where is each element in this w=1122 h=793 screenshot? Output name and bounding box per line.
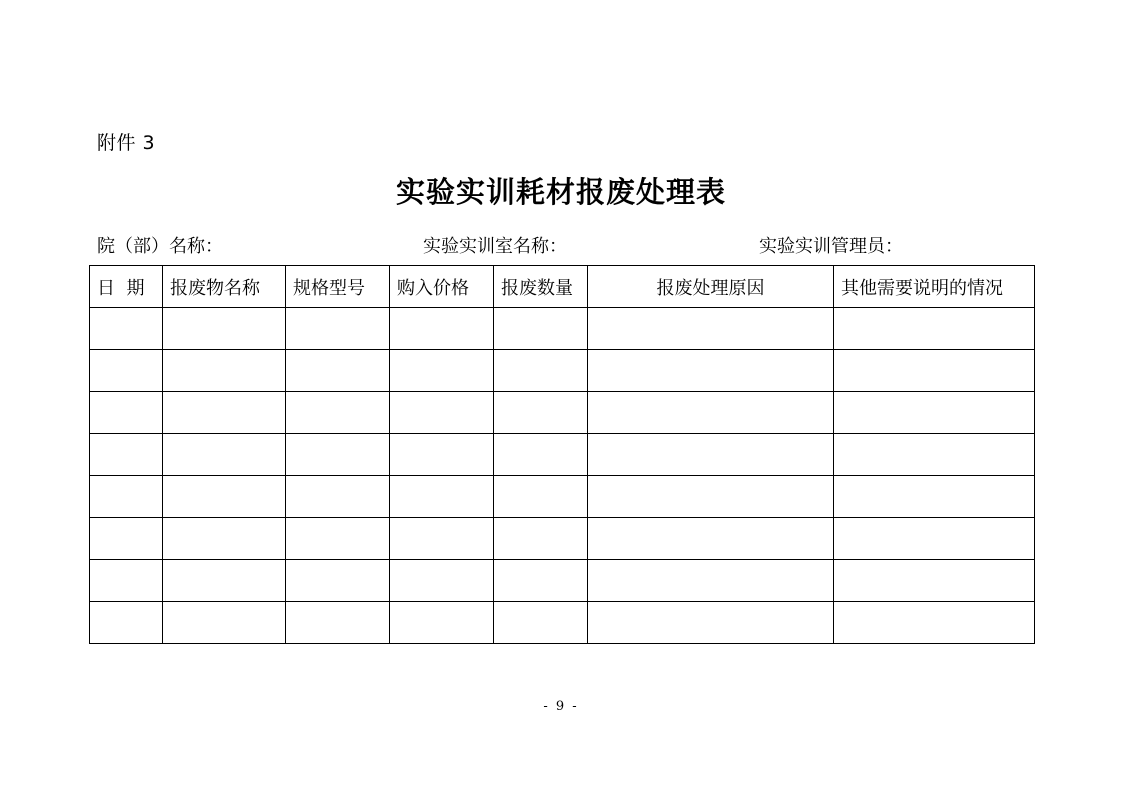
form-title: 实验实训耗材报废处理表 xyxy=(395,175,726,209)
table-cell[interactable] xyxy=(163,434,286,476)
column-header-notes: 其他需要说明的情况 xyxy=(834,266,1035,308)
college-name-label: 院（部）名称： xyxy=(97,236,223,257)
table-cell[interactable] xyxy=(588,434,834,476)
table-cell[interactable] xyxy=(834,434,1035,476)
table-cell[interactable] xyxy=(90,476,163,518)
table-header-row xyxy=(90,266,1035,308)
table-cell[interactable] xyxy=(390,560,494,602)
table-cell[interactable] xyxy=(390,434,494,476)
table-row xyxy=(90,518,1035,560)
table-cell[interactable] xyxy=(390,476,494,518)
table-cell[interactable] xyxy=(90,518,163,560)
table-cell[interactable] xyxy=(588,560,834,602)
table-row xyxy=(90,308,1035,350)
table-row xyxy=(90,560,1035,602)
table-row xyxy=(90,392,1035,434)
table-cell[interactable] xyxy=(286,308,390,350)
table-cell[interactable] xyxy=(588,518,834,560)
table-cell[interactable] xyxy=(588,392,834,434)
table-cell[interactable] xyxy=(163,392,286,434)
table-cell[interactable] xyxy=(834,560,1035,602)
table-cell[interactable] xyxy=(286,476,390,518)
column-header-reason: 报废处理原因 xyxy=(588,266,834,308)
table-cell[interactable] xyxy=(90,560,163,602)
table-cell[interactable] xyxy=(163,308,286,350)
attachment-label: 附件 3 xyxy=(97,132,156,154)
table-cell[interactable] xyxy=(286,560,390,602)
table-cell[interactable] xyxy=(834,476,1035,518)
table-cell[interactable] xyxy=(163,476,286,518)
column-header-quantity: 报废数量 xyxy=(494,266,588,308)
lab-manager-label: 实验实训管理员： xyxy=(759,236,903,257)
table-row xyxy=(90,602,1035,644)
table-cell[interactable] xyxy=(390,602,494,644)
table-cell[interactable] xyxy=(390,518,494,560)
table-body xyxy=(90,308,1035,644)
table-cell[interactable] xyxy=(90,308,163,350)
table-cell[interactable] xyxy=(494,560,588,602)
table-cell[interactable] xyxy=(494,602,588,644)
table-cell[interactable] xyxy=(494,392,588,434)
table-cell[interactable] xyxy=(588,308,834,350)
table-cell[interactable] xyxy=(494,518,588,560)
table-cell[interactable] xyxy=(286,602,390,644)
table-cell[interactable] xyxy=(163,518,286,560)
table-row xyxy=(90,350,1035,392)
table-cell[interactable] xyxy=(834,350,1035,392)
table-cell[interactable] xyxy=(286,518,390,560)
column-header-date: 日 期 xyxy=(90,266,163,308)
table-cell[interactable] xyxy=(494,308,588,350)
table-cell[interactable] xyxy=(163,560,286,602)
table-cell[interactable] xyxy=(90,434,163,476)
table-cell[interactable] xyxy=(834,518,1035,560)
table-cell[interactable] xyxy=(286,392,390,434)
table-cell[interactable] xyxy=(834,308,1035,350)
table-cell[interactable] xyxy=(90,350,163,392)
page-number: - 9 - xyxy=(543,699,579,714)
table-cell[interactable] xyxy=(286,434,390,476)
table-cell[interactable] xyxy=(494,350,588,392)
table-cell[interactable] xyxy=(494,434,588,476)
table-cell[interactable] xyxy=(834,392,1035,434)
column-header-item-name: 报废物名称 xyxy=(163,266,286,308)
table-cell[interactable] xyxy=(834,602,1035,644)
table-cell[interactable] xyxy=(494,476,588,518)
table-cell[interactable] xyxy=(163,350,286,392)
table-cell[interactable] xyxy=(390,350,494,392)
lab-room-name-label: 实验实训室名称： xyxy=(423,236,567,257)
column-header-model: 规格型号 xyxy=(286,266,390,308)
disposal-table xyxy=(89,265,1035,644)
column-header-price: 购入价格 xyxy=(390,266,494,308)
table-cell[interactable] xyxy=(588,350,834,392)
table-cell[interactable] xyxy=(390,308,494,350)
table-cell[interactable] xyxy=(90,392,163,434)
table-cell[interactable] xyxy=(163,602,286,644)
table-row xyxy=(90,476,1035,518)
table-cell[interactable] xyxy=(588,602,834,644)
table-cell[interactable] xyxy=(286,350,390,392)
table-row xyxy=(90,434,1035,476)
table-cell[interactable] xyxy=(390,392,494,434)
table-cell[interactable] xyxy=(90,602,163,644)
table-cell[interactable] xyxy=(588,476,834,518)
